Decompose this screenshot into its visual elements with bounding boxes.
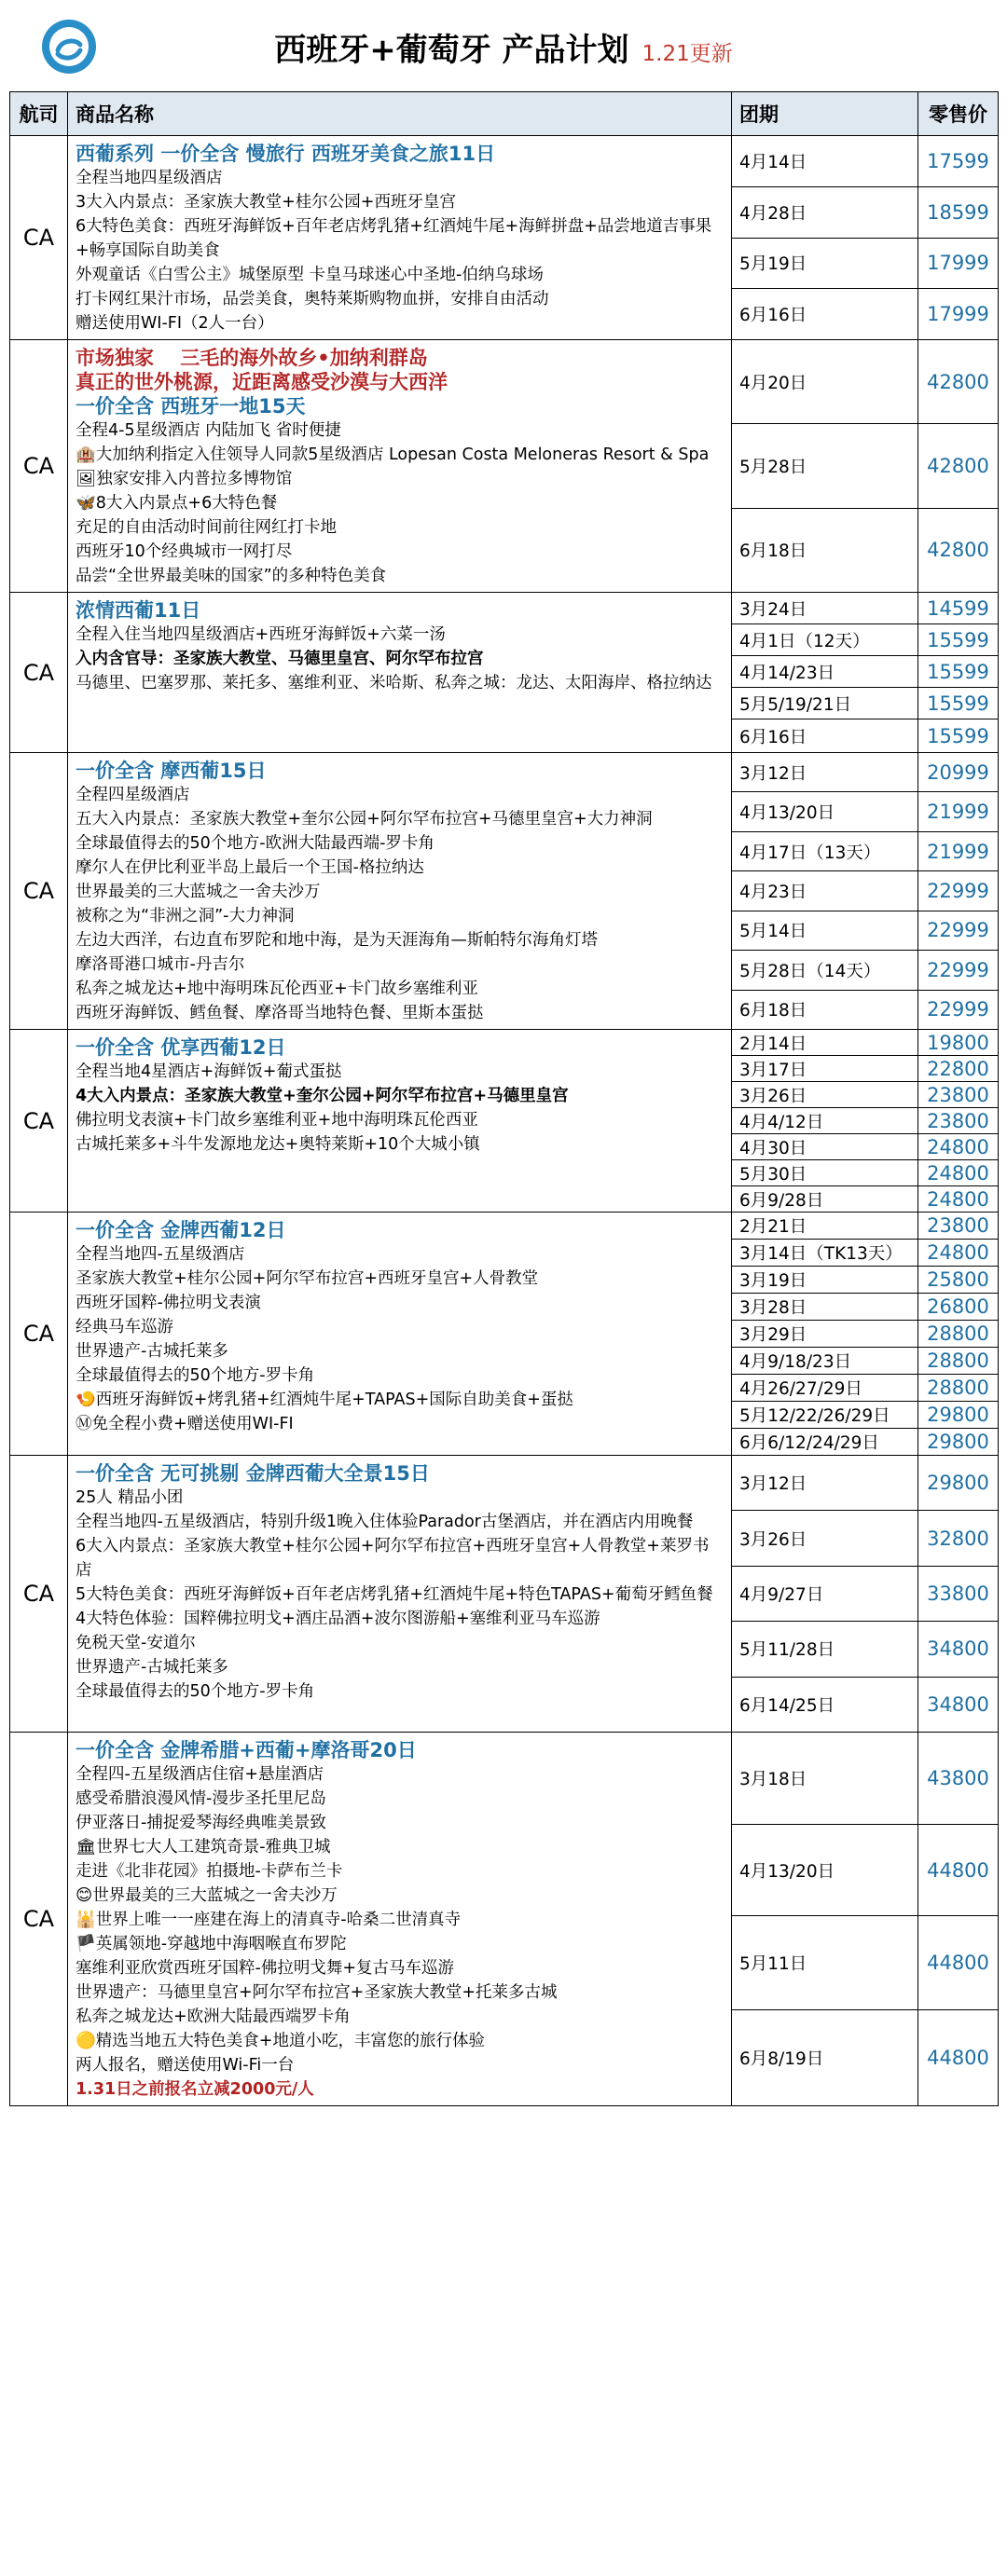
temple-icon: 🏛 (76, 1838, 97, 1857)
price-cell: 34800 (918, 1677, 999, 1732)
product-detail-line (76, 1534, 724, 1583)
tour-date-cell: 4月23日 (732, 871, 918, 911)
line-text: 世界遗产-古城托莱多 (76, 1658, 228, 1677)
line-text: 精选当地五大特色美食+地道小吃，丰富您的旅行体验 (95, 2032, 485, 2050)
tour-date-cell: 4月14/23日 (732, 656, 918, 688)
line-text: 6大特色美食：西班牙海鲜饭+百年老店烤乳猪+红酒炖牛尾+海鲜拼盘+品尝地道吉事果+畅享国际自助美食 (76, 217, 712, 260)
line-text: 西班牙10个经典城市一网打尽 (76, 542, 293, 561)
price-cell: 23800 (918, 1213, 999, 1240)
line-text: 摩尔人在伊比利亚半岛上最后一个王国-格拉纳达 (76, 858, 424, 877)
product-detail-line (76, 1315, 724, 1339)
col-header-price: 零售价 (918, 92, 999, 136)
product-detail-line (76, 1060, 724, 1084)
price-cell: 24800 (918, 1160, 999, 1186)
product-detail-line (76, 1932, 724, 1956)
line-text: 4大入内景点：圣家族大教堂+奎尔公园+阿尔罕布拉宫+马德里皇宫 (76, 1087, 569, 1105)
price-cell: 17999 (918, 238, 999, 289)
price-cell: 22999 (918, 951, 999, 990)
product-detail-line (76, 977, 724, 1001)
line-text: 全程四-五星级酒店住宿+悬崖酒店 (76, 1765, 324, 1784)
product-detail-line (76, 1908, 724, 1932)
product-title (76, 1461, 724, 1486)
line-text: 入内含官导：圣家族大教堂、马德里皇宫、阿尔罕布拉宫 (76, 650, 484, 668)
line-text: 世界最美的三大蓝城之一舍夫沙万 (76, 883, 321, 901)
table-header-row (10, 92, 999, 136)
product-detail-line (76, 1001, 724, 1025)
line-text: 市场独家 三毛的海外故乡•加纳利群岛 (76, 347, 428, 369)
product-title (76, 1218, 724, 1242)
line-text: 世界最美的三大蓝城之一舍夫沙万 (92, 1886, 338, 1905)
line-text: 西班牙海鲜饭+烤乳猪+红酒炖牛尾+TAPAS+国际自助美食+蛋挞 (95, 1391, 573, 1409)
product-title (76, 1035, 724, 1060)
line-text: 世界遗产-古城托莱多 (76, 1342, 228, 1361)
line-text: 打卡网红果汁市场，品尝美食，奥特莱斯购物血拼，安排自由活动 (76, 290, 549, 308)
line-text: 独家安排入内普拉多博物馆 (96, 470, 293, 488)
line-text: 1.31日之前报名立减2000元/人 (76, 2080, 314, 2099)
tour-date-cell: 3月17日 (732, 1056, 918, 1082)
smile-icon: 😊 (76, 1886, 93, 1905)
tour-date-cell: 3月12日 (732, 1456, 918, 1511)
product-detail-line (76, 831, 724, 856)
tour-date-cell: 6月6/12/24/29日 (732, 1429, 918, 1456)
price-cell: 14599 (918, 593, 999, 624)
tour-date-cell: 4月26/27/29日 (732, 1375, 918, 1402)
table-row (10, 340, 999, 424)
product-detail-line (76, 1607, 724, 1631)
airline-cell: CA (10, 136, 68, 340)
tour-date-cell: 5月28日（14天） (732, 951, 918, 990)
product-detail-line (76, 2077, 724, 2102)
flag-icon: 🏴 (76, 1935, 96, 1953)
tour-date-cell: 6月8/19日 (732, 2010, 918, 2106)
line-text: 感受希腊浪漫风情-漫步圣托里尼岛 (76, 1789, 326, 1808)
product-detail-line (76, 287, 724, 311)
price-cell: 34800 (918, 1622, 999, 1677)
line-text: 大加纳利指定入住领导人同款5星级酒店 Lopesan Costa Meloneras Resort & Spa (95, 445, 710, 464)
line-text: 圣家族大教堂+桂尔公园+阿尔罕布拉宫+西班牙皇宫+人骨教堂 (76, 1269, 539, 1288)
product-detail-line (76, 263, 724, 287)
product-description (68, 1456, 732, 1733)
product-detail-line (76, 1956, 724, 1980)
product-detail-line (76, 311, 724, 336)
product-description (68, 1030, 732, 1213)
tour-date-cell: 4月13/20日 (732, 1824, 918, 1916)
price-cell: 21999 (918, 792, 999, 831)
product-detail-line (76, 1583, 724, 1607)
airline-cell: CA (10, 593, 68, 753)
line-text: 外观童话《白雪公主》城堡原型 卡皇马球迷心中圣地-伯纳乌球场 (76, 266, 544, 284)
hotel-icon: 🏨 (76, 445, 96, 464)
product-detail-line (76, 1835, 724, 1859)
tour-date-cell: 3月26日 (732, 1082, 918, 1108)
product-detail-line (76, 370, 724, 394)
line-text: 品尝“全世界最美味的国家”的多种特色美食 (76, 567, 387, 585)
tour-date-cell: 3月12日 (732, 753, 918, 792)
price-cell: 29800 (918, 1456, 999, 1511)
table-row (10, 1733, 999, 1825)
line-text: 一价全含 西班牙一地15天 (76, 395, 306, 418)
price-cell: 24800 (918, 1240, 999, 1267)
tour-date-cell: 4月17日（13天） (732, 831, 918, 870)
line-text: 塞维利亚欣赏西班牙国粹-佛拉明戈舞+复古马车巡游 (76, 1959, 454, 1978)
tour-date-cell: 5月11/28日 (732, 1622, 918, 1677)
tour-date-cell: 3月18日 (732, 1733, 918, 1825)
tour-date-cell: 3月28日 (732, 1294, 918, 1321)
product-detail-line (76, 647, 724, 671)
table-row (10, 1213, 999, 1240)
tour-date-cell: 4月13/20日 (732, 792, 918, 831)
product-detail-line (76, 1108, 724, 1132)
product-description (68, 1213, 732, 1456)
product-detail-line (76, 1339, 724, 1363)
product-detail-line (76, 1291, 724, 1315)
product-detail-line (76, 1388, 724, 1412)
tour-date-cell: 4月30日 (732, 1134, 918, 1160)
line-text: 25人 精品小团 (76, 1488, 184, 1507)
line-text: 英属领地-穿越地中海咽喉直布罗陀 (95, 1935, 347, 1953)
tour-date-cell: 4月20日 (732, 340, 918, 424)
price-cell: 42800 (918, 340, 999, 424)
product-detail-line (76, 1084, 724, 1108)
price-cell: 44800 (918, 1824, 999, 1916)
product-detail-line (76, 671, 724, 695)
tour-date-cell: 2月14日 (732, 1030, 918, 1056)
tour-date-cell: 6月18日 (732, 990, 918, 1029)
line-text: 一价全含 优享西葡12日 (76, 1036, 286, 1059)
product-detail-line (76, 856, 724, 880)
title-text: 西班牙+葡萄牙 产品计划 (274, 32, 629, 69)
price-cell: 22999 (918, 990, 999, 1029)
product-detail-line (76, 2029, 724, 2053)
tour-date-cell: 4月1日（12天） (732, 624, 918, 656)
product-title (76, 1738, 724, 1762)
price-cell: 28800 (918, 1375, 999, 1402)
product-description (68, 136, 732, 340)
tour-date-cell: 6月18日 (732, 508, 918, 592)
price-cell: 24800 (918, 1134, 999, 1160)
price-cell: 15599 (918, 719, 999, 753)
product-detail-line (76, 564, 724, 588)
table-body (10, 136, 999, 2106)
line-text: 两人报名，赠送使用Wi-Fi一台 (76, 2056, 295, 2075)
product-detail-line (76, 1980, 724, 2005)
price-cell: 29800 (918, 1402, 999, 1429)
product-detail-line (76, 1510, 724, 1534)
price-cell: 21999 (918, 831, 999, 870)
price-cell: 15599 (918, 688, 999, 719)
line-text: 一价全含 无可挑剔 金牌西葡大全景15日 (76, 1462, 430, 1485)
product-description (68, 593, 732, 753)
price-cell: 22999 (918, 871, 999, 911)
tour-date-cell: 5月11日 (732, 1916, 918, 2010)
product-title (76, 346, 724, 370)
product-title (76, 759, 724, 783)
tour-date-cell: 4月28日 (732, 186, 918, 238)
line-text: 3大入内景点：圣家族大教堂+桂尔公园+西班牙皇宫 (76, 193, 456, 212)
line-text: 一价全含 金牌西葡12日 (76, 1219, 286, 1241)
product-detail-line (76, 1267, 724, 1291)
line-text: 伊亚落日-捕捉爱琴海经典唯美景致 (76, 1814, 326, 1832)
airline-cell: CA (10, 340, 68, 593)
line-text: 西班牙国粹-佛拉明戈表演 (76, 1294, 261, 1312)
product-detail-line (76, 1132, 724, 1157)
product-detail-line (76, 952, 724, 977)
line-text: 全球最值得去的50个地方-罗卡角 (76, 1366, 315, 1385)
table-row (10, 1030, 999, 1056)
line-text: 古城托莱多+斗牛发源地龙达+奥特莱斯+10个大城小镇 (76, 1135, 480, 1154)
line-text: 佛拉明戈表演+卡门故乡塞维利亚+地中海明珠瓦伦西亚 (76, 1111, 478, 1130)
table-row (10, 753, 999, 792)
line-text: 经典马车巡游 (76, 1318, 173, 1336)
product-title (76, 598, 724, 623)
product-detail-line (76, 443, 724, 467)
product-detail-line (76, 1655, 724, 1679)
product-detail-line (76, 540, 724, 564)
product-table (9, 91, 999, 2106)
price-cell: 18599 (918, 186, 999, 238)
price-cell: 23800 (918, 1082, 999, 1108)
coin-icon: 🟡 (76, 2032, 96, 2050)
line-text: 世界上唯一一座建在海上的清真寺-哈桑二世清真寺 (95, 1911, 462, 1929)
product-description (68, 340, 732, 593)
product-detail-line (76, 1363, 724, 1388)
product-detail-line (76, 467, 724, 491)
line-text: 全球最值得去的50个地方-欧洲大陆最西端-罗卡角 (76, 834, 435, 853)
line-text: Ⓜ免全程小费+赠送使用WI-FI (76, 1415, 294, 1433)
page-title (0, 24, 1007, 70)
price-cell: 17999 (918, 289, 999, 340)
product-detail-line (76, 1631, 724, 1655)
price-cell: 42800 (918, 424, 999, 508)
table-row (10, 1456, 999, 1511)
mosque-icon: 🕌 (76, 1911, 96, 1929)
price-cell: 25800 (918, 1267, 999, 1294)
line-text: 全程入住当地四星级酒店+西班牙海鲜饭+六菜一汤 (76, 625, 446, 644)
product-detail-line (76, 623, 724, 647)
price-cell: 44800 (918, 2010, 999, 2106)
line-text: 一价全含 金牌希腊+西葡+摩洛哥20日 (76, 1739, 417, 1761)
airline-cell: CA (10, 1733, 68, 2106)
tour-date-cell: 2月21日 (732, 1213, 918, 1240)
price-cell: 42800 (918, 508, 999, 592)
airline-cell: CA (10, 1456, 68, 1733)
product-detail-line (76, 880, 724, 904)
price-cell: 43800 (918, 1733, 999, 1825)
product-detail-line (76, 491, 724, 515)
price-cell: 19800 (918, 1030, 999, 1056)
product-detail-line (76, 515, 724, 540)
line-text: 全程当地4星酒店+海鲜饭+葡式蛋挞 (76, 1062, 342, 1081)
tour-date-cell: 5月30日 (732, 1160, 918, 1186)
line-text: 真正的世外桃源，近距离感受沙漠与大西洋 (76, 371, 448, 393)
line-text: 世界七大人工建筑奇景-雅典卫城 (96, 1838, 331, 1857)
price-cell: 33800 (918, 1566, 999, 1621)
product-description (68, 1733, 732, 2106)
price-cell: 15599 (918, 656, 999, 688)
airline-cell: CA (10, 1030, 68, 1213)
line-text: 赠送使用WI-FI（2人一台） (76, 314, 274, 333)
airline-cell: CA (10, 753, 68, 1030)
price-cell: 22800 (918, 1056, 999, 1082)
food-icon: 🍤 (76, 1391, 96, 1409)
tour-date-cell: 3月24日 (732, 593, 918, 624)
product-detail-line (76, 1859, 724, 1884)
price-cell: 26800 (918, 1294, 999, 1321)
product-detail-line (76, 2005, 724, 2029)
line-text: 全程当地四-五星级酒店 (76, 1245, 245, 1264)
product-detail-line (76, 783, 724, 807)
product-detail-line (76, 418, 724, 443)
line-text: 私奔之城龙达+欧洲大陆最西端罗卡角 (76, 2007, 351, 2026)
line-text: 全程当地四星级酒店 (76, 169, 223, 187)
tour-date-cell: 6月9/28日 (732, 1186, 918, 1213)
product-detail-line (76, 166, 724, 190)
product-detail-line (76, 807, 724, 831)
line-text: 马德里、巴塞罗那、莱托多、塞维利亚、米哈斯、私奔之城：龙达、太阳海岸、格拉纳达 (76, 674, 712, 692)
line-text: 充足的自由活动时间前往网红打卡地 (76, 518, 337, 537)
col-header-name: 商品名称 (68, 92, 732, 136)
price-cell: 23800 (918, 1108, 999, 1134)
line-text: 摩洛哥港口城市-丹吉尔 (76, 955, 245, 974)
price-cell: 22999 (918, 911, 999, 950)
product-detail-line (76, 904, 724, 928)
tour-date-cell: 3月19日 (732, 1267, 918, 1294)
product-detail-line (76, 190, 724, 214)
price-cell: 28800 (918, 1348, 999, 1375)
line-text: 4大特色体验：国粹佛拉明戈+酒庄品酒+波尔图游船+塞维利亚马车巡游 (76, 1610, 600, 1628)
line-text: 一价全含 摩西葡15日 (76, 760, 267, 782)
tour-date-cell: 5月14日 (732, 911, 918, 950)
tour-date-cell: 6月14/25日 (732, 1677, 918, 1732)
product-detail-line (76, 1811, 724, 1835)
line-text: 浓情西葡11日 (76, 599, 201, 622)
product-detail-line (76, 1884, 724, 1908)
product-detail-line (76, 1679, 724, 1704)
product-detail-line (76, 1412, 724, 1436)
product-title (76, 142, 724, 166)
line-text: 五大入内景点：圣家族大教堂+奎尔公园+阿尔罕布拉宫+马德里皇宫+大力神洞 (76, 810, 653, 829)
line-text: 世界遗产：马德里皇宫+阿尔罕布拉宫+圣家族大教堂+托莱多古城 (76, 1983, 558, 2002)
butterfly-icon: 🦋 (76, 494, 96, 513)
table-row (10, 593, 999, 624)
tour-date-cell: 5月5/19/21日 (732, 688, 918, 719)
airline-cell: CA (10, 1213, 68, 1456)
tour-date-cell: 3月29日 (732, 1321, 918, 1348)
line-text: 全程4-5星级酒店 内陆加飞 省时便捷 (76, 421, 341, 440)
price-cell: 29800 (918, 1429, 999, 1456)
product-detail-line (76, 1242, 724, 1267)
line-text: 走进《北非花园》拍摄地-卡萨布兰卡 (76, 1862, 343, 1881)
tour-date-cell: 3月14日（TK13天） (732, 1240, 918, 1267)
line-text: 左边大西洋，右边直布罗陀和地中海，是为天涯海角—斯帕特尔海角灯塔 (76, 931, 598, 950)
tour-date-cell: 4月4/12日 (732, 1108, 918, 1134)
col-header-airline: 航司 (10, 92, 68, 136)
price-cell: 20999 (918, 753, 999, 792)
line-text: 免税天堂-安道尔 (76, 1634, 196, 1652)
product-detail-line (76, 1787, 724, 1811)
price-cell: 15599 (918, 624, 999, 656)
line-text: 全球最值得去的50个地方-罗卡角 (76, 1682, 315, 1701)
line-text: 西班牙海鲜饭、鳕鱼餐、摩洛哥当地特色餐、里斯本蛋挞 (76, 1004, 484, 1022)
tour-date-cell: 6月16日 (732, 719, 918, 753)
table-row (10, 136, 999, 187)
museum-icon: 🖼 (76, 470, 97, 488)
tour-date-cell: 4月14日 (732, 136, 918, 187)
tour-date-cell: 6月16日 (732, 289, 918, 340)
tour-date-cell: 4月9/18/23日 (732, 1348, 918, 1375)
product-detail-line (76, 928, 724, 952)
product-detail-line (76, 1762, 724, 1787)
line-text: 8大入内景点+6大特色餐 (95, 494, 278, 513)
line-text: 6大入内景点：圣家族大教堂+桂尔公园+阿尔罕布拉宫+西班牙皇宫+人骨教堂+莱罗书店 (76, 1537, 710, 1580)
col-header-tour: 团期 (732, 92, 918, 136)
product-description (68, 753, 732, 1030)
page-header (0, 0, 1007, 93)
product-detail-line (76, 2053, 724, 2077)
tour-date-cell: 5月28日 (732, 424, 918, 508)
tour-date-cell: 4月9/27日 (732, 1566, 918, 1621)
price-cell: 28800 (918, 1321, 999, 1348)
line-text: 5大特色美食：西班牙海鲜饭+百年老店烤乳猪+红酒炖牛尾+特色TAPAS+葡萄牙鳕鱼餐 (76, 1585, 713, 1604)
line-text: 全程当地四-五星级酒店，特别升级1晚入住体验Parador古堡酒店，并在酒店内用晚餐 (76, 1513, 694, 1531)
line-text: 被称之为“非洲之洞”-大力神洞 (76, 907, 295, 925)
tour-date-cell: 3月26日 (732, 1511, 918, 1566)
price-cell: 32800 (918, 1511, 999, 1566)
update-note: 1.21更新 (641, 42, 733, 66)
price-cell: 24800 (918, 1186, 999, 1213)
tour-date-cell: 5月19日 (732, 238, 918, 289)
line-text: 全程四星级酒店 (76, 786, 190, 804)
product-detail-line (76, 1486, 724, 1510)
price-cell: 17599 (918, 136, 999, 187)
product-detail-line (76, 394, 724, 418)
price-cell: 44800 (918, 1916, 999, 2010)
line-text: 私奔之城龙达+地中海明珠瓦伦西亚+卡门故乡塞维利亚 (76, 980, 478, 998)
tour-date-cell: 5月12/22/26/29日 (732, 1402, 918, 1429)
line-text: 西葡系列 一价全含 慢旅行 西班牙美食之旅11日 (76, 143, 496, 165)
product-detail-line (76, 214, 724, 263)
